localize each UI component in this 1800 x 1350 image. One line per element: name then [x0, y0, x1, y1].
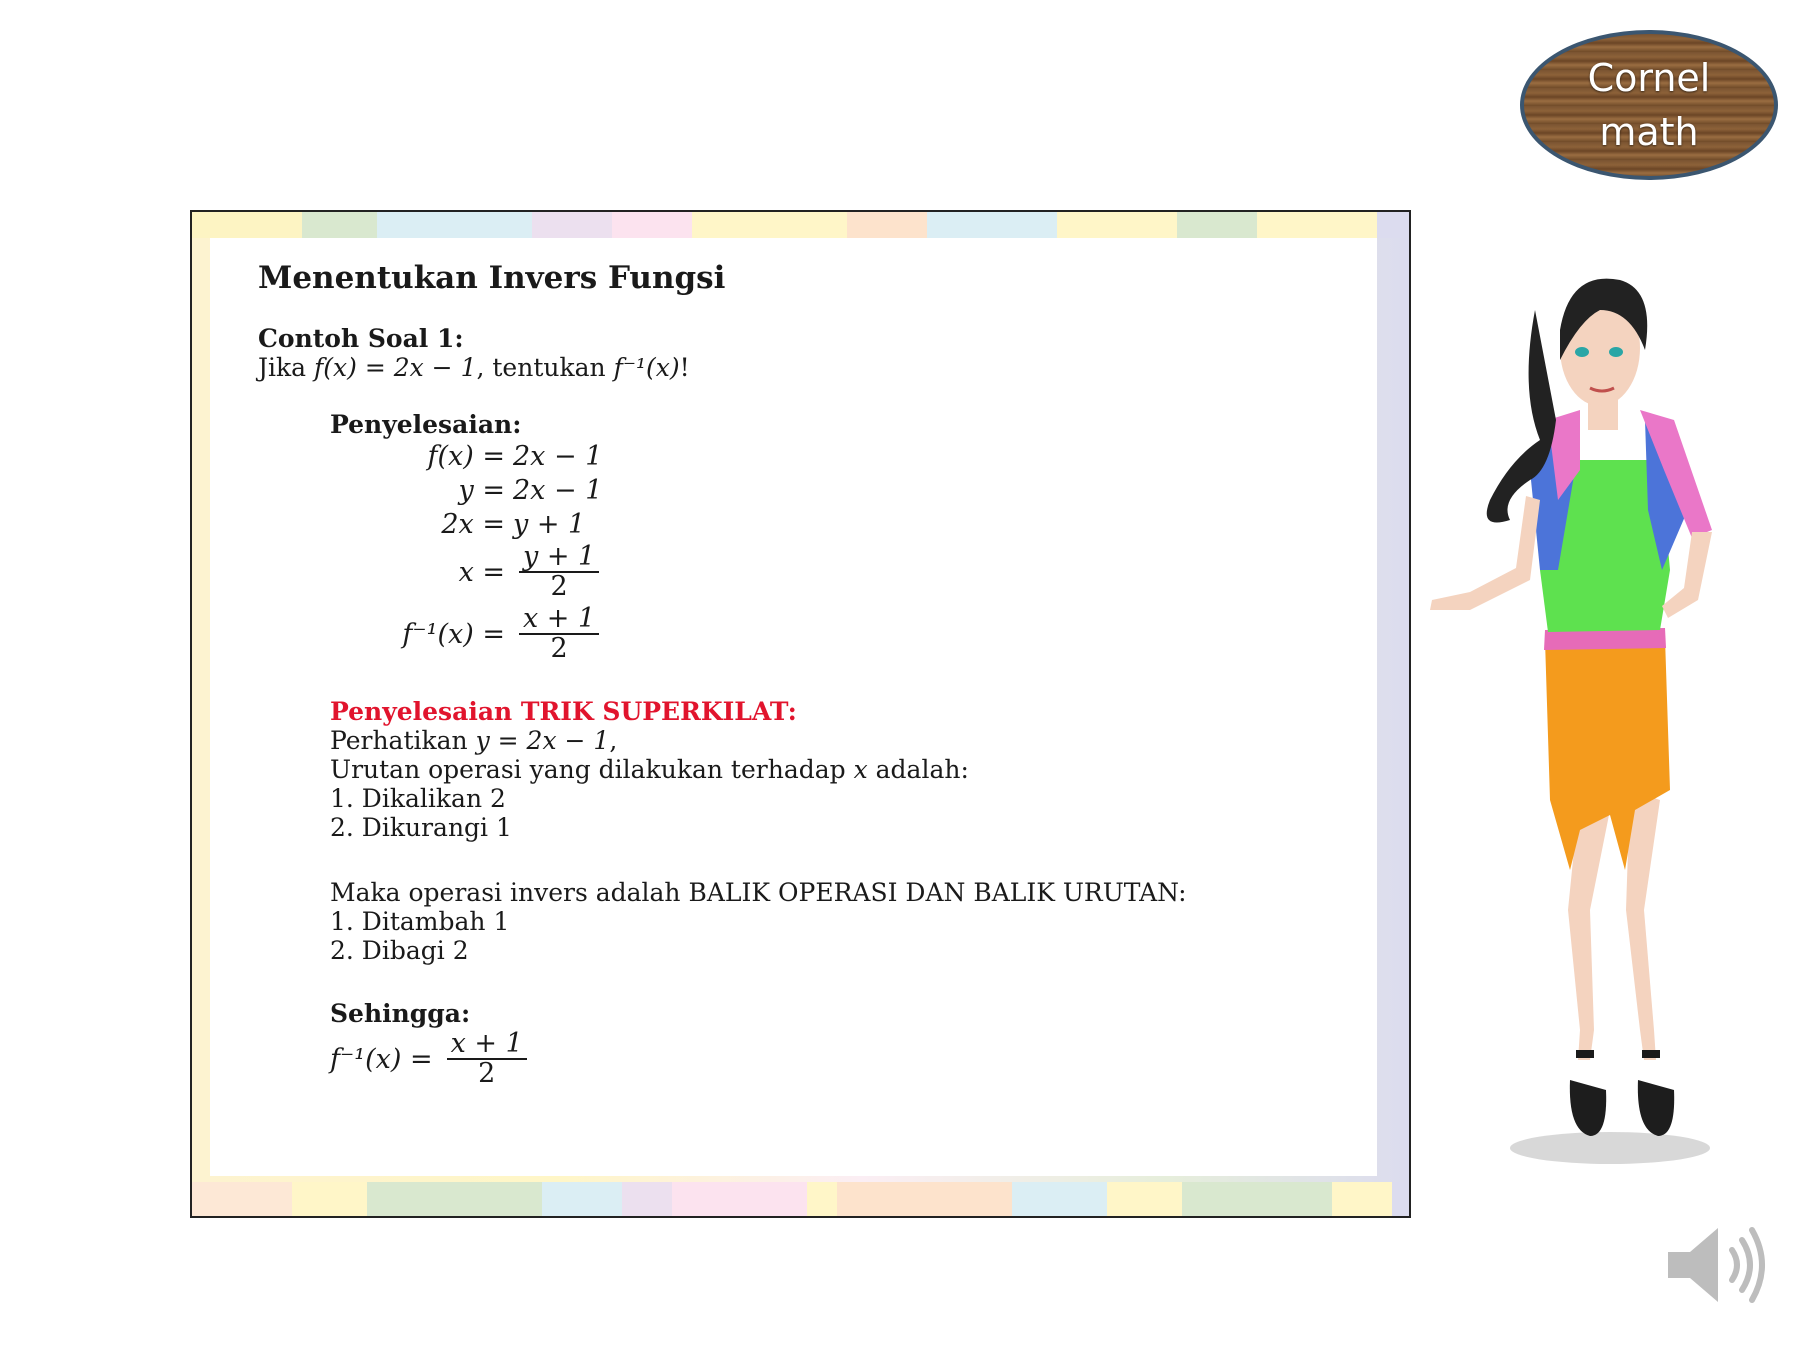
operation-item: 2. Dikurangi 1: [330, 813, 512, 842]
step-row-fraction: x = $\frac{y + 1}{2}$: [330, 541, 1368, 603]
speaker-icon[interactable]: [1660, 1210, 1770, 1320]
operation-item: 1. Dikalikan 2: [330, 784, 506, 813]
step-row: 2x = y + 1: [441, 508, 586, 540]
trick-order: Urutan operasi yang dilakukan terhadap x adalah:: [330, 755, 969, 784]
inverse-op-item: 1. Ditambah 1: [330, 907, 510, 936]
solution-label: Penyelesaian:: [330, 410, 522, 439]
slide-heading: Menentukan Invers Fungsi: [258, 260, 726, 296]
conclusion-label: Sehingga:: [330, 999, 471, 1028]
solution-steps: [330, 439, 1368, 665]
slide-content-area: [210, 238, 1377, 1176]
question-line: Jika f(x) = 2x − 1, tentukan f⁻¹(x)!: [258, 353, 690, 382]
decor-strip-top: [192, 212, 1409, 238]
step-row-fraction: f⁻¹(x) = $\frac{x + 1}{2}$: [330, 603, 1368, 665]
inverse-label: Maka operasi invers adalah BALIK OPERASI DAN BALIK URUTAN:: [330, 878, 1187, 907]
trick-label: Penyelesaian TRIK SUPERKILAT:: [330, 697, 797, 726]
cornel-math-logo: [1520, 30, 1778, 180]
decor-strip-bottom: [192, 1182, 1409, 1216]
fraction: $\frac{x + 1}{2}$: [447, 1030, 527, 1088]
logo-line-1: Cornel: [1587, 56, 1711, 100]
fraction: $\frac{y + 1}{2}$: [519, 543, 599, 601]
inverse-op-item: 2. Dibagi 2: [330, 936, 469, 965]
slide-panel: [190, 210, 1411, 1218]
fraction: $\frac{x + 1}{2}$: [519, 605, 599, 663]
final-answer: f⁻¹(x) = $\frac{x + 1}{2}$: [330, 1028, 1368, 1090]
step-row: y = 2x − 1: [458, 474, 603, 506]
logo-line-2: math: [1599, 110, 1699, 154]
presenter-illustration: [1430, 270, 1770, 1170]
example-label: Contoh Soal 1:: [258, 324, 464, 353]
step-row: f(x) = 2x − 1: [427, 440, 603, 472]
trick-observe: Perhatikan y = 2x − 1,: [330, 726, 618, 755]
